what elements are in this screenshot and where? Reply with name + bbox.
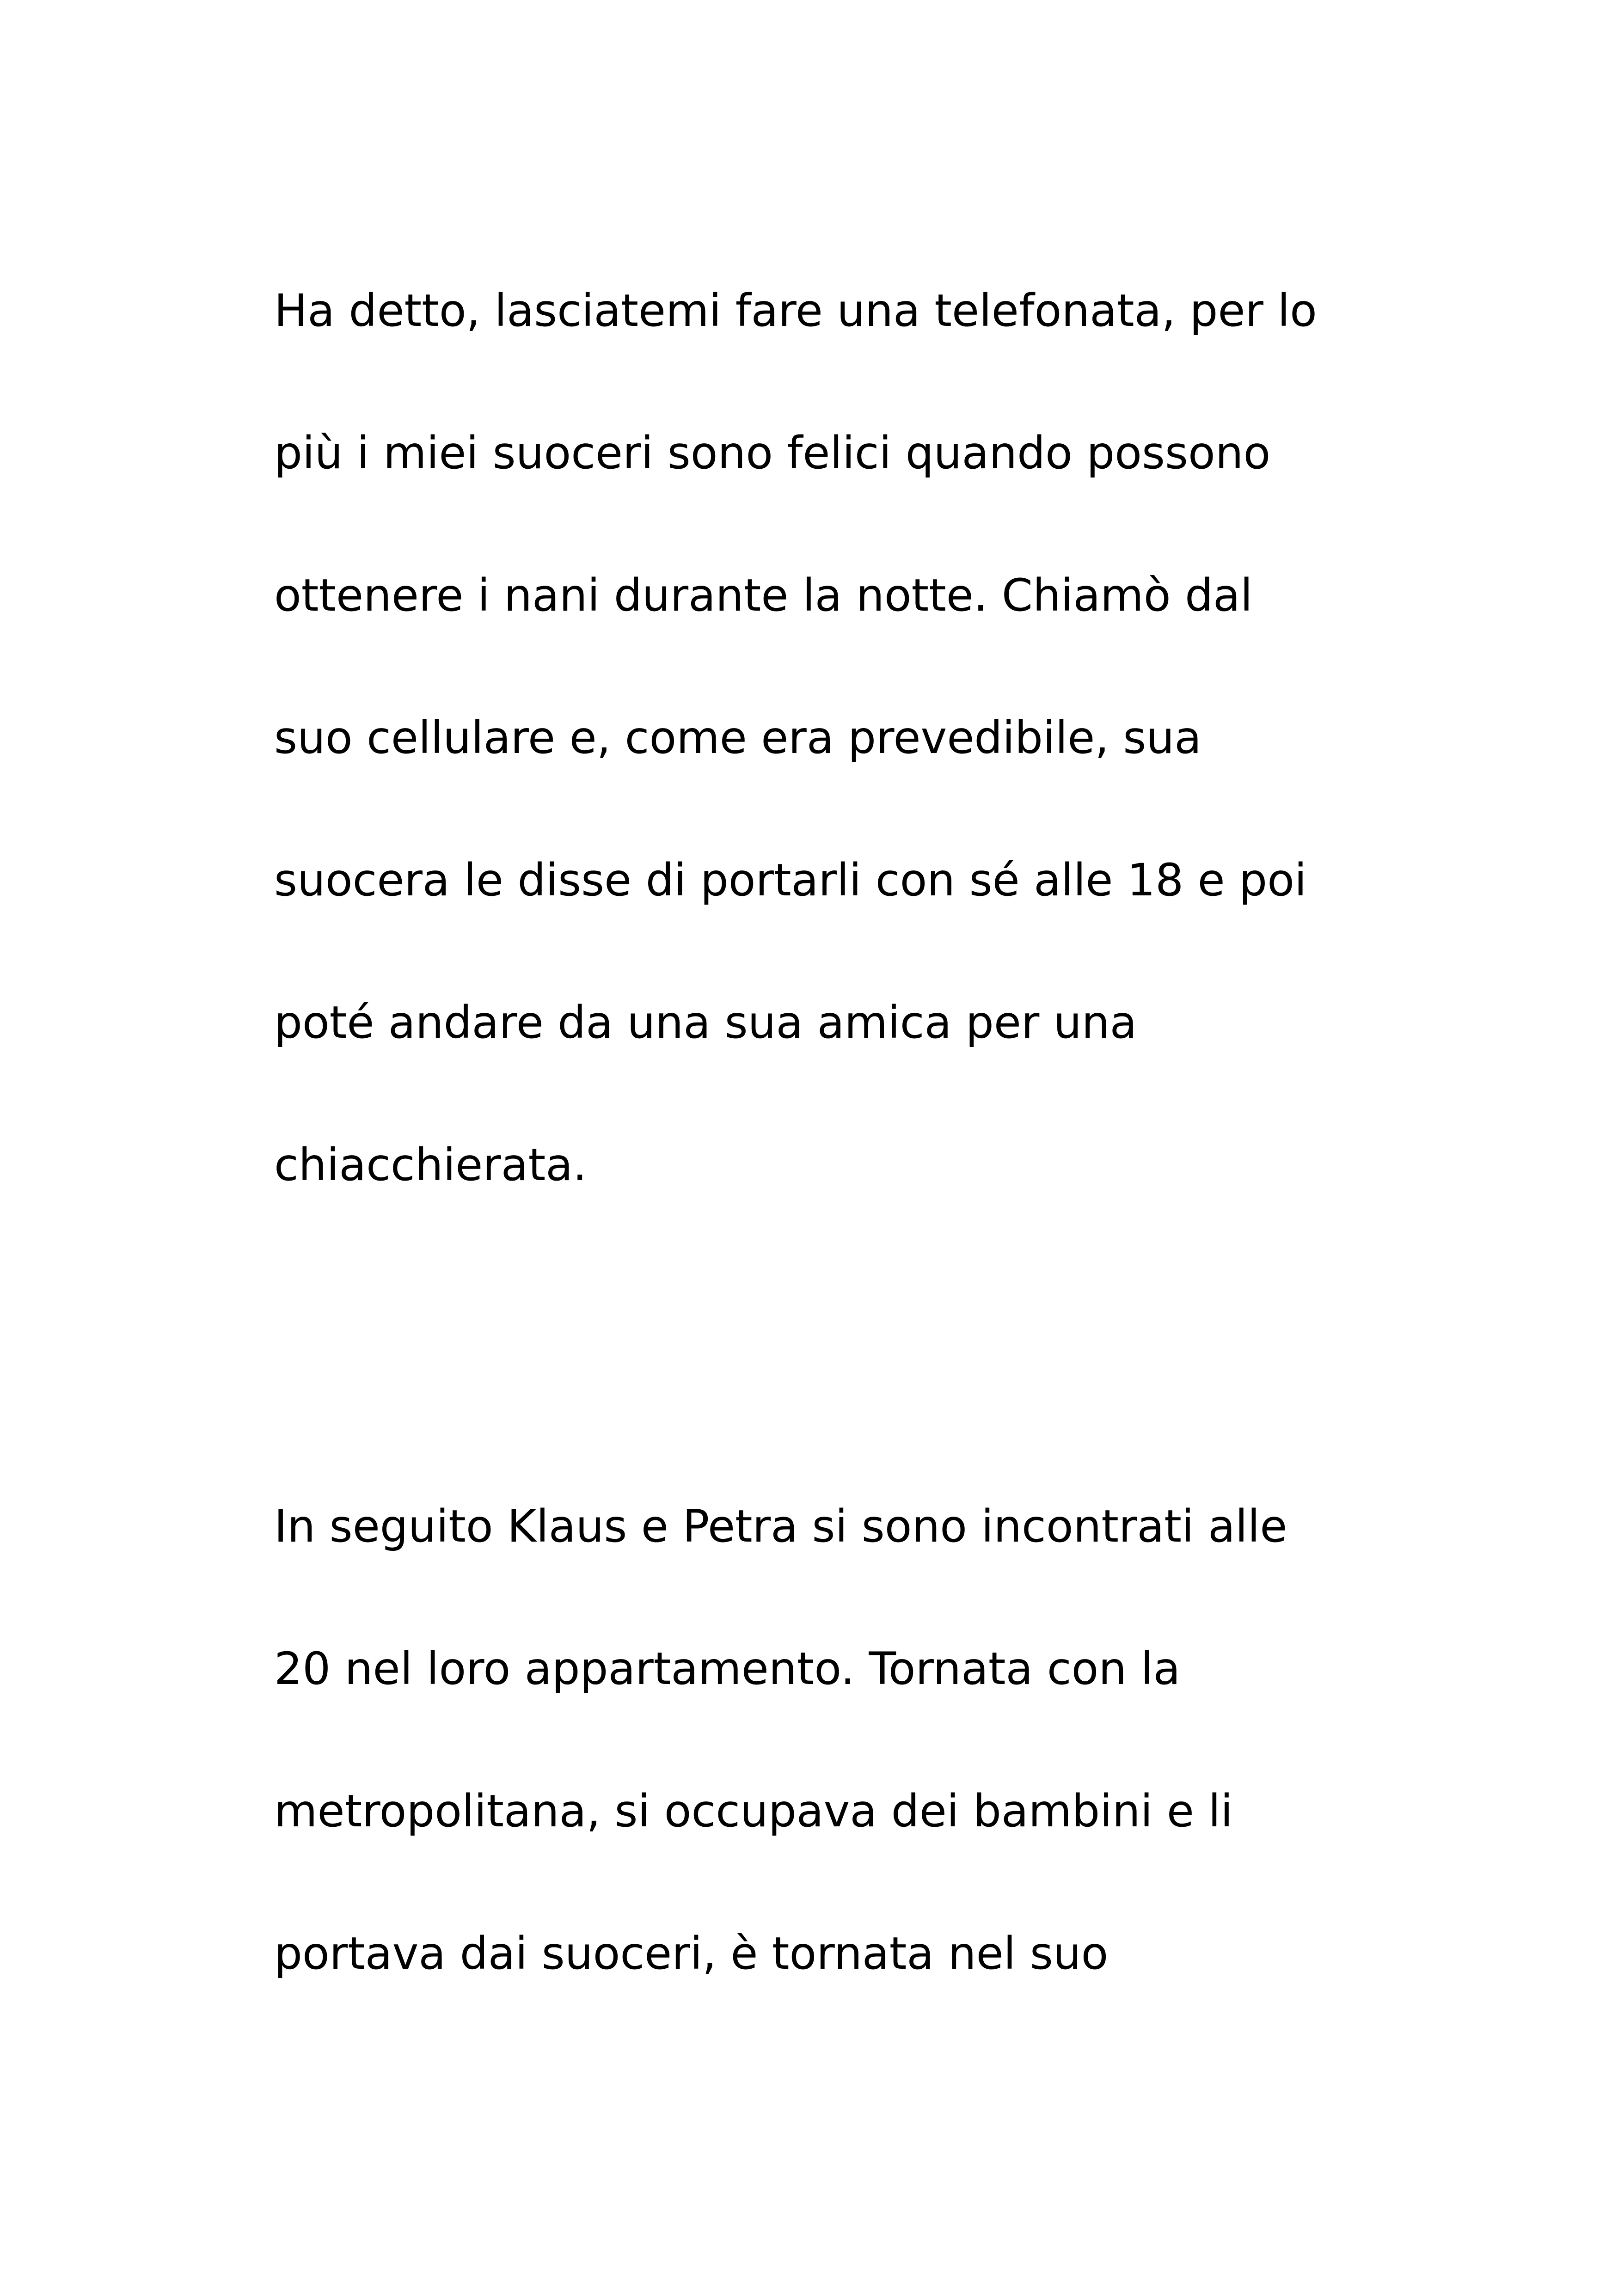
text-line: chiacchierata. xyxy=(274,1139,587,1191)
text-line: In seguito Klaus e Petra si sono incontrati alle xyxy=(274,1500,1287,1552)
text-line: 20 nel loro appartamento. Tornata con la xyxy=(274,1643,1181,1695)
text-line: ottenere i nani durante la notte. Chiamò dal xyxy=(274,569,1253,621)
text-line: suo cellulare e, come era prevedibile, sua xyxy=(274,712,1202,764)
text-line: suocera le disse di portarli con sé alle 18 e poi xyxy=(274,854,1307,906)
text-line: poté andare da una sua amica per una xyxy=(274,997,1137,1048)
text-line: più i miei suoceri sono felici quando possono xyxy=(274,427,1271,479)
text-line: portava dai suoceri, è tornata nel suo xyxy=(274,1928,1109,1979)
text-line: Ha detto, lasciatemi fare una telefonata, per lo xyxy=(274,285,1317,337)
text-line: metropolitana, si occupava dei bambini e li xyxy=(274,1785,1233,1837)
